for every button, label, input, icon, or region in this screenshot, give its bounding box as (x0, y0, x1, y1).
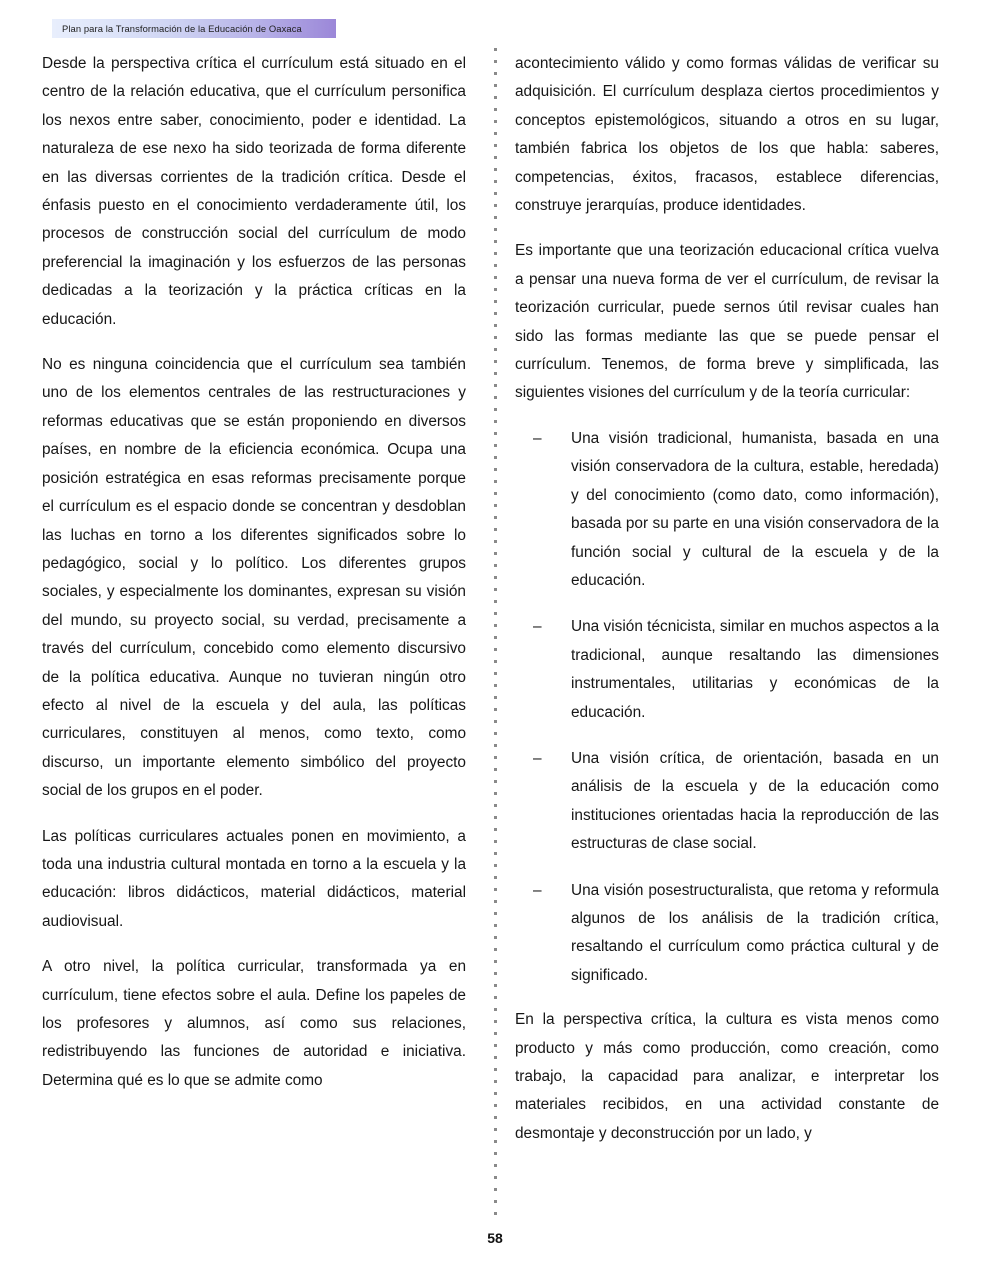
left-column (42, 50, 466, 1095)
page-number: 58 (487, 1230, 503, 1246)
paragraph: A otro nivel, la política curricular, transformada ya en currículum, tiene efectos sobre el aula. Define los papeles de los profesores y alumnos, así como sus relaciones, redistribuyendo las funciones de autoridad e iniciativa. Determina qué es lo que se admite como (42, 958, 466, 1089)
dash-bullet-icon: – (533, 618, 542, 636)
list-item (515, 745, 939, 859)
running-header-badge (52, 19, 336, 38)
list-item (515, 613, 939, 727)
list-item-text: Una visión técnicista, similar en muchos aspectos a la tradicional, aunque resaltando las dimensiones instrumentales, utilitarias y económicas de la educación. (571, 618, 939, 721)
paragraph: Las políticas curriculares actuales ponen en movimiento, a toda una industria cultural montada en torno a la escuela y la educación: libros didácticos, material didácticos, material audiovisual. (42, 827, 466, 930)
paragraph: Desde la perspectiva crítica el currículum está situado en el centro de la relación educativa, que el currículum personifica los nexos entre saber, conocimiento, poder e identidad. La naturaleza de ese nexo ha sido teorizada de forma diferente en las diversas corrientes de la tradición crítica. Desde el énfasis puesto en el conocimiento verdaderamente útil, los procesos de construcción social del currículum de modo preferencial la imaginación y los esfuerzos de las personas dedicadas a la teorización y la práctica críticas en la educación. (42, 55, 466, 328)
list-item (515, 877, 939, 991)
paragraph: acontecimiento válido y como formas válidas de verificar su adquisición. El currículum desplaza ciertos procedimientos y conceptos epistemológicos, situando a otros en su lugar, también fabrica los objetos de los que habla: saberes, competencias, éxitos, fracasos, establece diferencias, construye jerarquías, produce identidades. (515, 55, 939, 215)
curriculum-visions-list (515, 425, 939, 990)
list-item-text: Una visión tradicional, humanista, basada en una visión conservadora de la cultura, estable, heredada) y del conocimiento (como dato, como información), basada por su parte en una visión conservadora de la función social y cultural de la escuela y de la educación. (571, 429, 939, 589)
dash-bullet-icon: – (533, 881, 542, 899)
paragraph: Es importante que una teorización educacional crítica vuelva a pensar una nueva forma de ver el currículum, de revisar la teorización curricular, puede sernos útil revisar cuales han sido las formas mediante las que se puede pensar el currículum. Tenemos, de forma breve y simplificada, las siguientes visiones del currículum y de la teoría curricular: (515, 242, 939, 402)
paragraph: En la perspectiva crítica, la cultura es vista menos como producto y más como producción, como creación, como trabajo, la capacidad para analizar, e interpretar los materiales recibidos, en una actividad constante de desmontaje y deconstrucción por un lado, y (515, 1011, 939, 1142)
list-item-text: Una visión posestructuralista, que retoma y reformula algunos de los análisis de la tradición crítica, resaltando el currículum como práctica cultural y de significado. (571, 881, 939, 984)
dash-bullet-icon: – (533, 429, 542, 447)
column-divider-dotted (494, 48, 497, 1216)
paragraph: No es ninguna coincidencia que el currículum sea también uno de los elementos centrales de las restructuraciones y reformas educativas que se están proponiendo en diversos países, en nombre de la eficiencia económica. Ocupa una posición estratégica en esas reformas precisamente porque el currículum es el espacio donde se concentran y desdoblan las luchas en torno a los diferentes significados sobre lo pedagógico, social y lo político. Los diferentes grupos sociales, y especialmente los dominantes, expresan su visión del mundo, su proyecto social, su verdad, precisamente a través del currículum, concebido como elemento discursivo de la política educativa. Aunque no tuvieran ningún otro efecto al nivel de la escuela y del aula, las políticas curriculares, constituyen al menos, como texto, como discurso, un importante elemento simbólico del proyecto social de los grupos en el poder. (42, 356, 466, 800)
list-item (515, 425, 939, 595)
right-column (515, 50, 939, 1148)
list-item-text: Una visión crítica, de orientación, basada en un análisis de la escuela y de la educación como instituciones orientadas hacia la reproducción de las estructuras de clase social. (571, 749, 939, 853)
running-header-title: Plan para la Transformación de la Educación de Oaxaca (62, 23, 302, 34)
dash-bullet-icon: – (533, 749, 542, 767)
